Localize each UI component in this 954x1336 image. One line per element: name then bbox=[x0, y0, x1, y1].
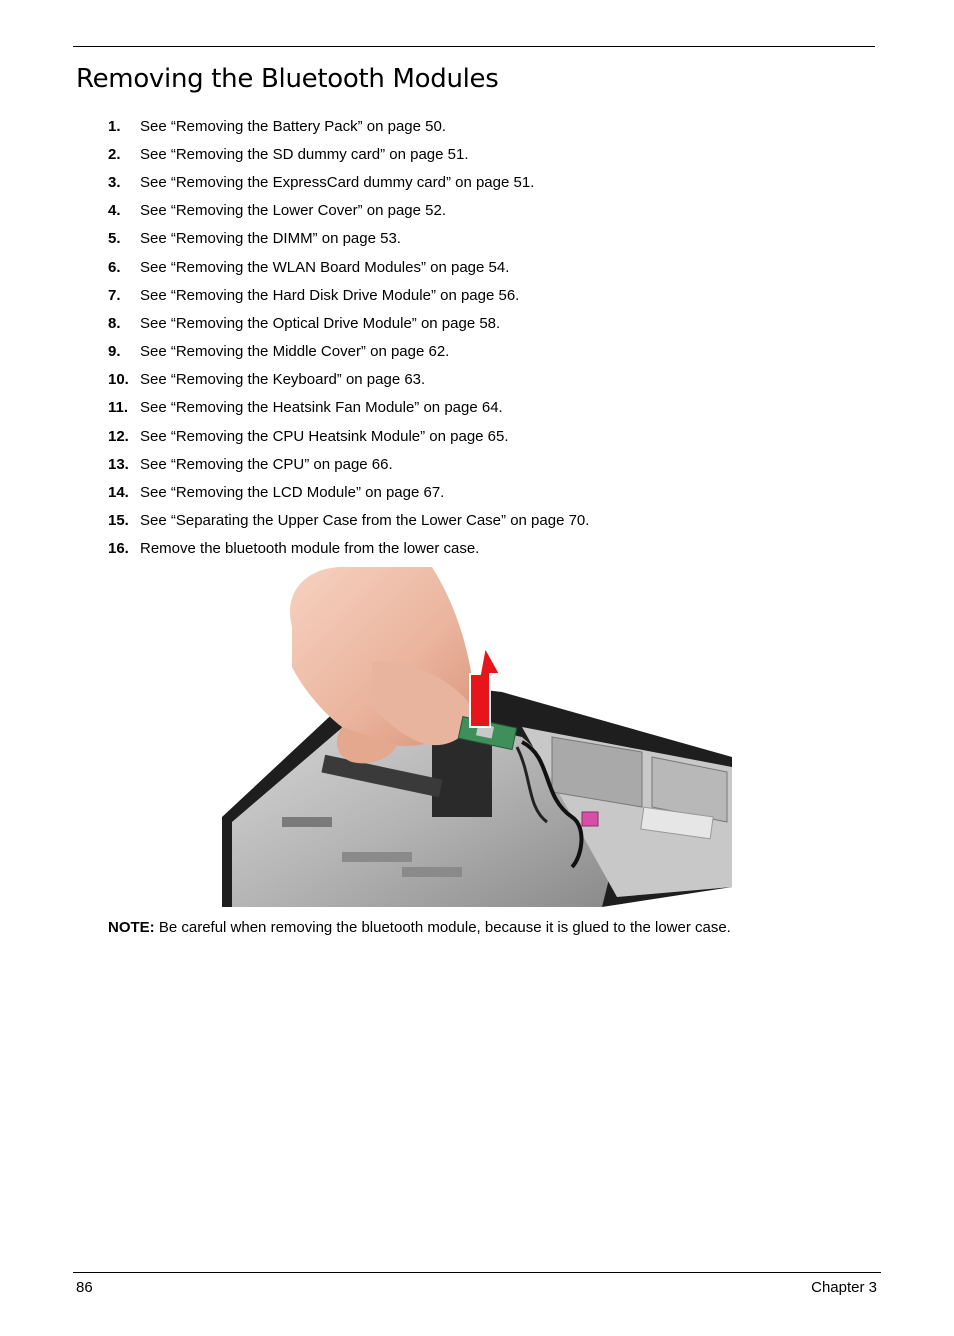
step-number: 9. bbox=[108, 343, 121, 361]
step-item bbox=[108, 309, 589, 337]
step-item bbox=[108, 394, 589, 422]
step-text: Remove the bluetooth module from the lower case. bbox=[140, 540, 480, 558]
page-title: Removing the Bluetooth Modules bbox=[76, 64, 499, 94]
step-text: See “Removing the Optical Drive Module” on page 58. bbox=[140, 314, 501, 332]
step-text: See “Removing the DIMM” on page 53. bbox=[140, 230, 401, 248]
step-text: See “Removing the SD dummy card” on page 51. bbox=[140, 145, 469, 163]
step-text: See “Removing the WLAN Board Modules” on page 54. bbox=[140, 258, 510, 276]
step-item bbox=[108, 253, 589, 281]
step-text: See “Removing the CPU” on page 66. bbox=[140, 455, 393, 473]
step-number: 1. bbox=[108, 117, 121, 135]
step-text: See “Removing the Keyboard” on page 63. bbox=[140, 371, 426, 389]
note-text: Be careful when removing the bluetooth module, because it is glued to the lower case. bbox=[154, 919, 731, 936]
step-text: See “Removing the LCD Module” on page 67. bbox=[140, 484, 445, 502]
chapter-label: Chapter 3 bbox=[811, 1279, 877, 1296]
step-text: See “Removing the Battery Pack” on page 50. bbox=[140, 117, 447, 135]
step-item bbox=[108, 168, 589, 196]
step-text: See “Separating the Upper Case from the Lower Case” on page 70. bbox=[140, 512, 590, 530]
step-text: See “Removing the Hard Disk Drive Module” on page 56. bbox=[140, 286, 520, 304]
step-item bbox=[108, 140, 589, 168]
step-number: 6. bbox=[108, 258, 121, 276]
step-item bbox=[108, 450, 589, 478]
step-item bbox=[108, 281, 589, 309]
page-number: 86 bbox=[76, 1279, 93, 1296]
step-item bbox=[108, 197, 589, 225]
procedure-steps bbox=[108, 112, 589, 563]
step-number: 15. bbox=[108, 512, 129, 530]
step-item bbox=[108, 225, 589, 253]
step-item bbox=[108, 422, 589, 450]
step-number: 8. bbox=[108, 314, 121, 332]
step-number: 7. bbox=[108, 286, 121, 304]
pink-connector bbox=[582, 812, 598, 826]
step-number: 11. bbox=[108, 399, 129, 417]
bluetooth-removal-photo bbox=[222, 567, 732, 907]
note-label: NOTE: bbox=[108, 919, 155, 936]
step-item bbox=[108, 535, 589, 563]
step-item bbox=[108, 338, 589, 366]
step-number: 4. bbox=[108, 202, 121, 220]
step-number: 10. bbox=[108, 371, 129, 389]
header-rule bbox=[73, 46, 875, 47]
step-number: 2. bbox=[108, 145, 121, 163]
step-number: 16. bbox=[108, 540, 129, 558]
step-number: 13. bbox=[108, 455, 129, 473]
step-number: 3. bbox=[108, 173, 121, 191]
step-text: See “Removing the CPU Heatsink Module” on page 65. bbox=[140, 427, 509, 445]
step-text: See “Removing the Heatsink Fan Module” on page 64. bbox=[140, 399, 503, 417]
step-text: See “Removing the Lower Cover” on page 52. bbox=[140, 202, 447, 220]
note-paragraph bbox=[108, 919, 731, 936]
step-item bbox=[108, 366, 589, 394]
step-item bbox=[108, 478, 589, 506]
step-number: 5. bbox=[108, 230, 121, 248]
step-item bbox=[108, 507, 589, 535]
step-item bbox=[108, 112, 589, 140]
step-text: See “Removing the Middle Cover” on page 62. bbox=[140, 343, 450, 361]
step-text: See “Removing the ExpressCard dummy card” on page 51. bbox=[140, 173, 535, 191]
footer-rule bbox=[73, 1272, 881, 1273]
step-number: 12. bbox=[108, 427, 129, 445]
step-number: 14. bbox=[108, 484, 129, 502]
